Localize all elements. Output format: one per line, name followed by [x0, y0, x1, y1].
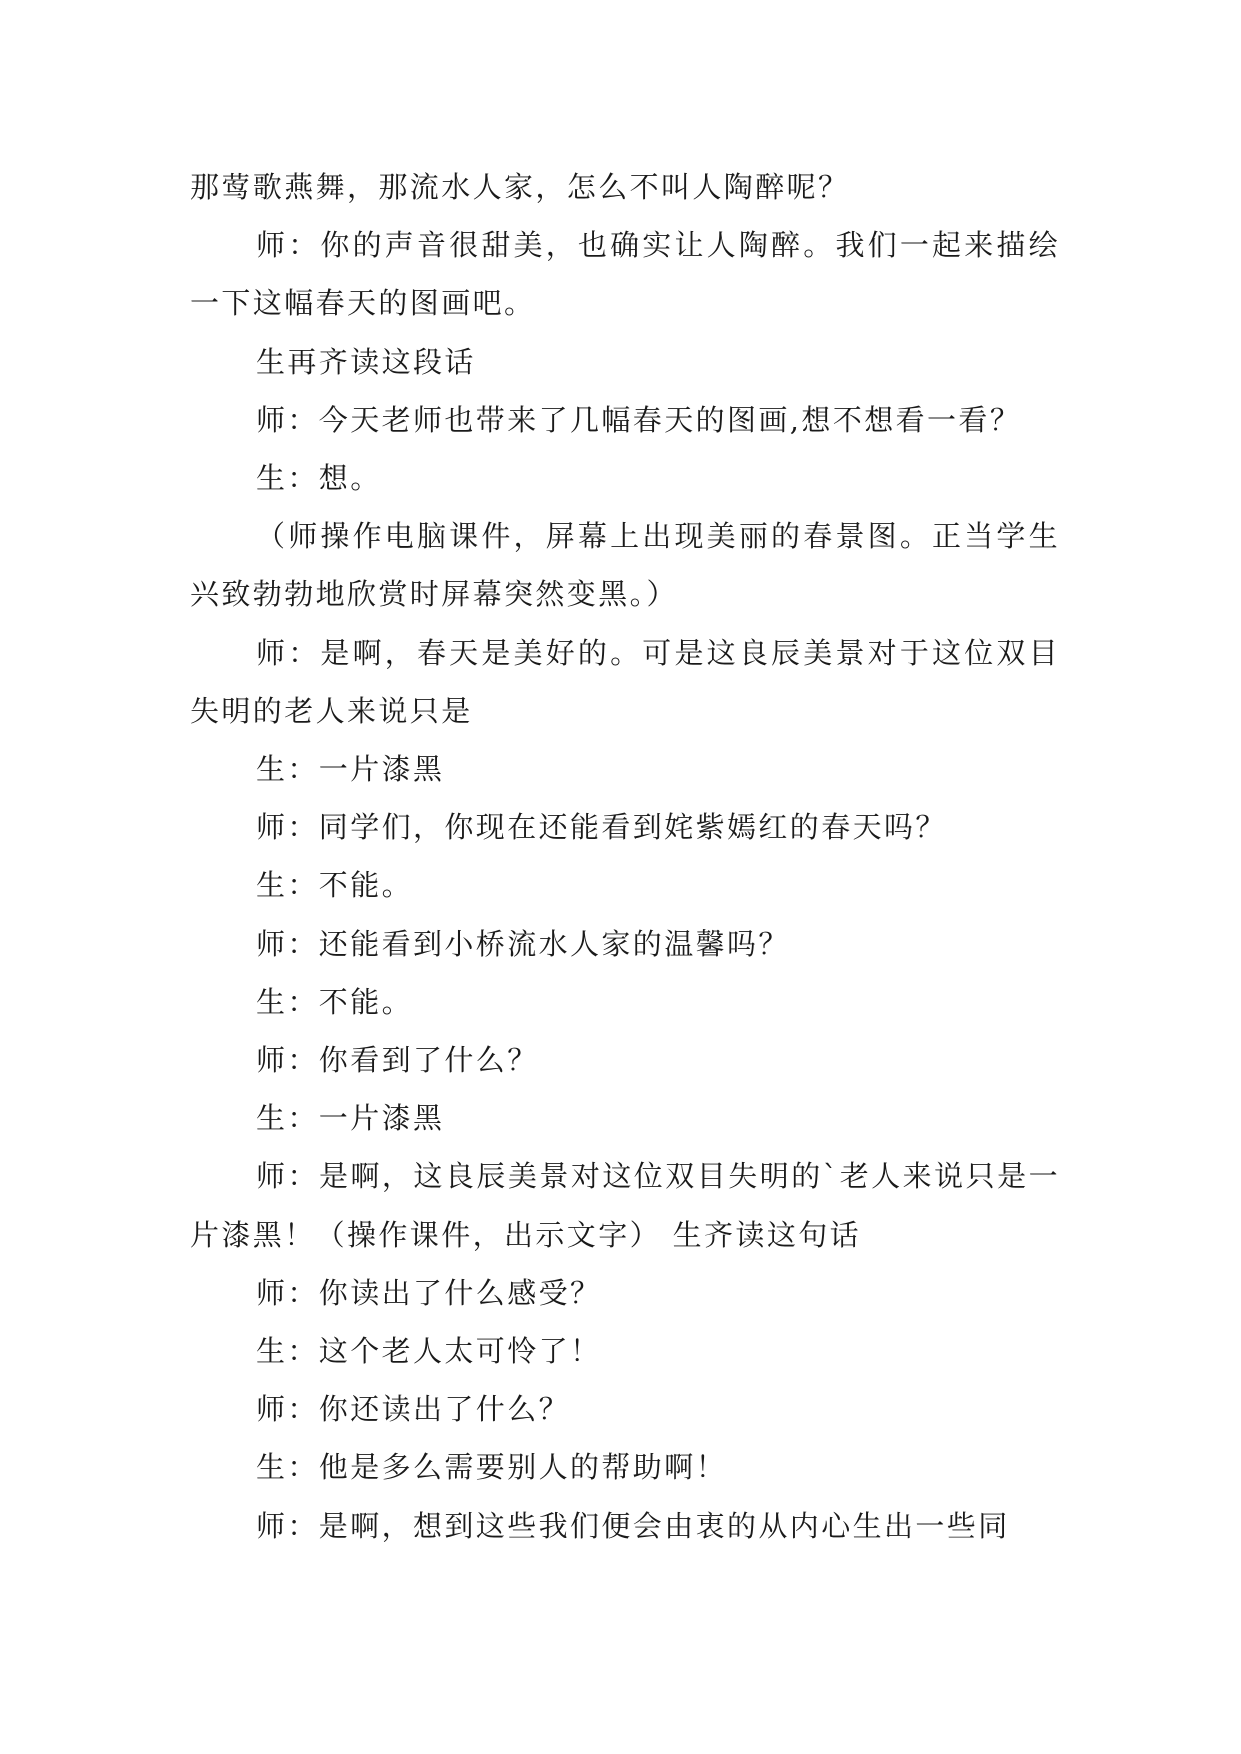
paragraph: 那莺歌燕舞，那流水人家，怎么不叫人陶醉呢？	[190, 170, 850, 204]
paragraph: 师：是啊，春天是美好的。可是这良辰美景对于这位双目失明的老人来说只是	[190, 635, 1060, 728]
paragraph: 师：今天老师也带来了几幅春天的图画,想不想看一看？	[256, 402, 1022, 437]
paragraph: 生：想。	[256, 461, 382, 496]
paragraph: 师：同学们，你现在还能看到姹紫嫣红的春天吗？	[256, 810, 947, 845]
paragraph: 师：你还读出了什么？	[256, 1392, 571, 1427]
paragraph: 生：一片漆黑	[256, 1101, 445, 1136]
paragraph: 师：还能看到小桥流水人家的温馨吗？	[256, 926, 790, 961]
document-body	[190, 158, 1060, 1555]
paragraph: 生：一片漆黑	[256, 752, 445, 787]
paragraph: 师：是啊，这良辰美景对这位双目失明的`老人来说只是一片漆黑！（操作课件，出示文字） 生齐读这句话	[190, 1159, 1060, 1252]
paragraph: 生：他是多么需要别人的帮助啊！	[256, 1450, 728, 1485]
paragraph: 生：这个老人太可怜了！	[256, 1334, 602, 1369]
paragraph: 生：不能。	[256, 868, 414, 903]
paragraph: 生：不能。	[256, 984, 414, 1019]
paragraph: 师：你读出了什么感受？	[256, 1275, 602, 1310]
paragraph: 师：是啊，想到这些我们便会由衷的从内心生出一些同	[256, 1508, 1010, 1543]
paragraph: （师操作电脑课件，屏幕上出现美丽的春景图。正当学生兴致勃勃地欣赏时屏幕突然变黑。）	[190, 519, 1060, 612]
paragraph: 师：你看到了什么？	[256, 1043, 539, 1078]
paragraph: 师：你的声音很甜美，也确实让人陶醉。我们一起来描绘一下这幅春天的图画吧。	[190, 228, 1060, 321]
paragraph: 生再齐读这段话	[256, 344, 476, 379]
